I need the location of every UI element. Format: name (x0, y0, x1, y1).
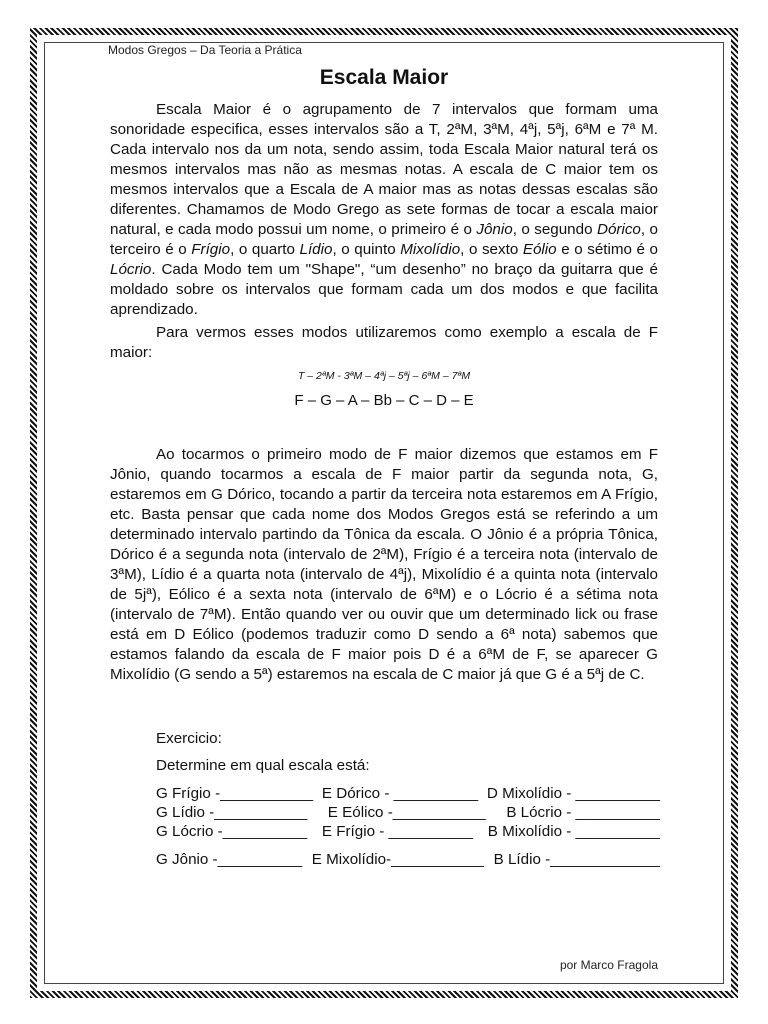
mode-mixolidio: Mixolídio (400, 241, 461, 258)
mode-locrio: Lócrio (110, 261, 152, 278)
exercise-label: Exercicio: (156, 730, 222, 747)
exercise-row (156, 785, 660, 802)
page-header: Modos Gregos – Da Teoria a Prática (108, 43, 302, 57)
mode-frigio: Frígio (191, 241, 231, 258)
paragraph-escala-maior: Escala Maior é o agrupamento de 7 intervalos que formam uma sonoridade especifica, esses intervalos são a T, 2ªM, 3ªM, 4ªj, 5ªj, 6ªM e 7ª M. Cada intervalo nos da um nota, sendo assim, toda Escala Maior natural terá os mesmos intervalos mas não as mesmas notas. A escala de C maior tem os mesmos intervalos que a Escala de A maior mas as notas dessas escalas são diferentes. Chamamos de Modo Grego as sete formas de tocar a escala maior natural, e cada modo possui um nome, o primeiro é o Jônio, o segundo Dórico, o terceiro é o Frígio, o quarto Lídio, o quinto Mixolídio, o sexto Eólio e o sétimo é o Lócrio. Cada Modo tem um "Shape", “um desenho” no braço da guitarra que é moldado sobre os intervalos que formam cada um dos modos e que facilita aprendizado. (110, 101, 658, 318)
interval-formula: T – 2ªM - 3ªM – 4ªj – 5ªj – 6ªM – 7ªM (297, 370, 471, 382)
mode-eolio: Eólio (522, 241, 557, 258)
exercise-row (156, 823, 660, 840)
exercise-row (156, 804, 660, 821)
exercise-item: G Frígio -___________ (156, 785, 314, 802)
exercise-item: G Jônio -__________ (156, 851, 303, 868)
exercise-instruction: Determine em qual escala está: (156, 757, 370, 774)
author-credit: por Marco Fragola (559, 958, 658, 972)
page-title: Escala Maior (319, 66, 449, 89)
exercise-item: E Dórico - __________ (321, 785, 479, 802)
exercise-item: G Lídio -___________ (156, 804, 308, 821)
paragraph-modos: Ao tocarmos o primeiro modo de F maior dizemos que estamos em F Jônio, quando tocarmos a escala de F maior partir da segunda nota, G, estaremos em G Dórico, tocando a partir da terceira nota estaremos em A Frígio, etc. Basta pensar que cada nome dos Modos Gregos está se referindo a um determinado intervalo partindo da Tônica da escala. O Jônio é a própria Tônica, Dórico é a segunda nota (intervalo de 2ªM), Frígio é a terceira nota (intervalo de 3ªM), Lídio é a quarta nota (intervalo de 4ªj), Mixolídio é a quinta nota (intervalo de 5jª), Eólico é a sexta nota (intervalo de 6ªM) e o Lócrio é a sétima nota (intervalo de 7ªM). Então quando ver ou ouvir que um determinado lick ou frase está em D Eólico (podemos traduzir como D sendo a 6ª nota) sabemos que estamos falando da escala de F maior pois D é a 6ªM de F, se aparecer G Mixolídio (G sendo a 5ª) estaremos na escala de C maior já que G é a 5ªj de C. (110, 446, 658, 683)
exercise-item: B Mixolídio - __________ (487, 823, 660, 840)
exercise-item: B Lídio -_____________ (493, 851, 660, 868)
exercise-item: E Frígio - __________ (321, 823, 474, 840)
mode-jonio: Jônio (476, 221, 513, 238)
mode-lidio: Lídio (299, 241, 333, 258)
exercise-item: G Lócrio -__________ (156, 823, 308, 840)
mode-dorico: Dórico (596, 221, 641, 238)
exercise-item: E Eólico -___________ (327, 804, 486, 821)
exercise-item: B Lócrio - __________ (506, 804, 660, 821)
paragraph-exemplo: Para vermos esses modos utilizaremos como exemplo a escala de F maior: (110, 324, 658, 361)
scale-notes: F – G – A – Bb – C – D – E (294, 392, 474, 409)
exercise-item: D Mixolídio - __________ (486, 785, 660, 802)
exercise-item: E Mixolídio-___________ (311, 851, 484, 868)
exercise-row (156, 851, 660, 868)
